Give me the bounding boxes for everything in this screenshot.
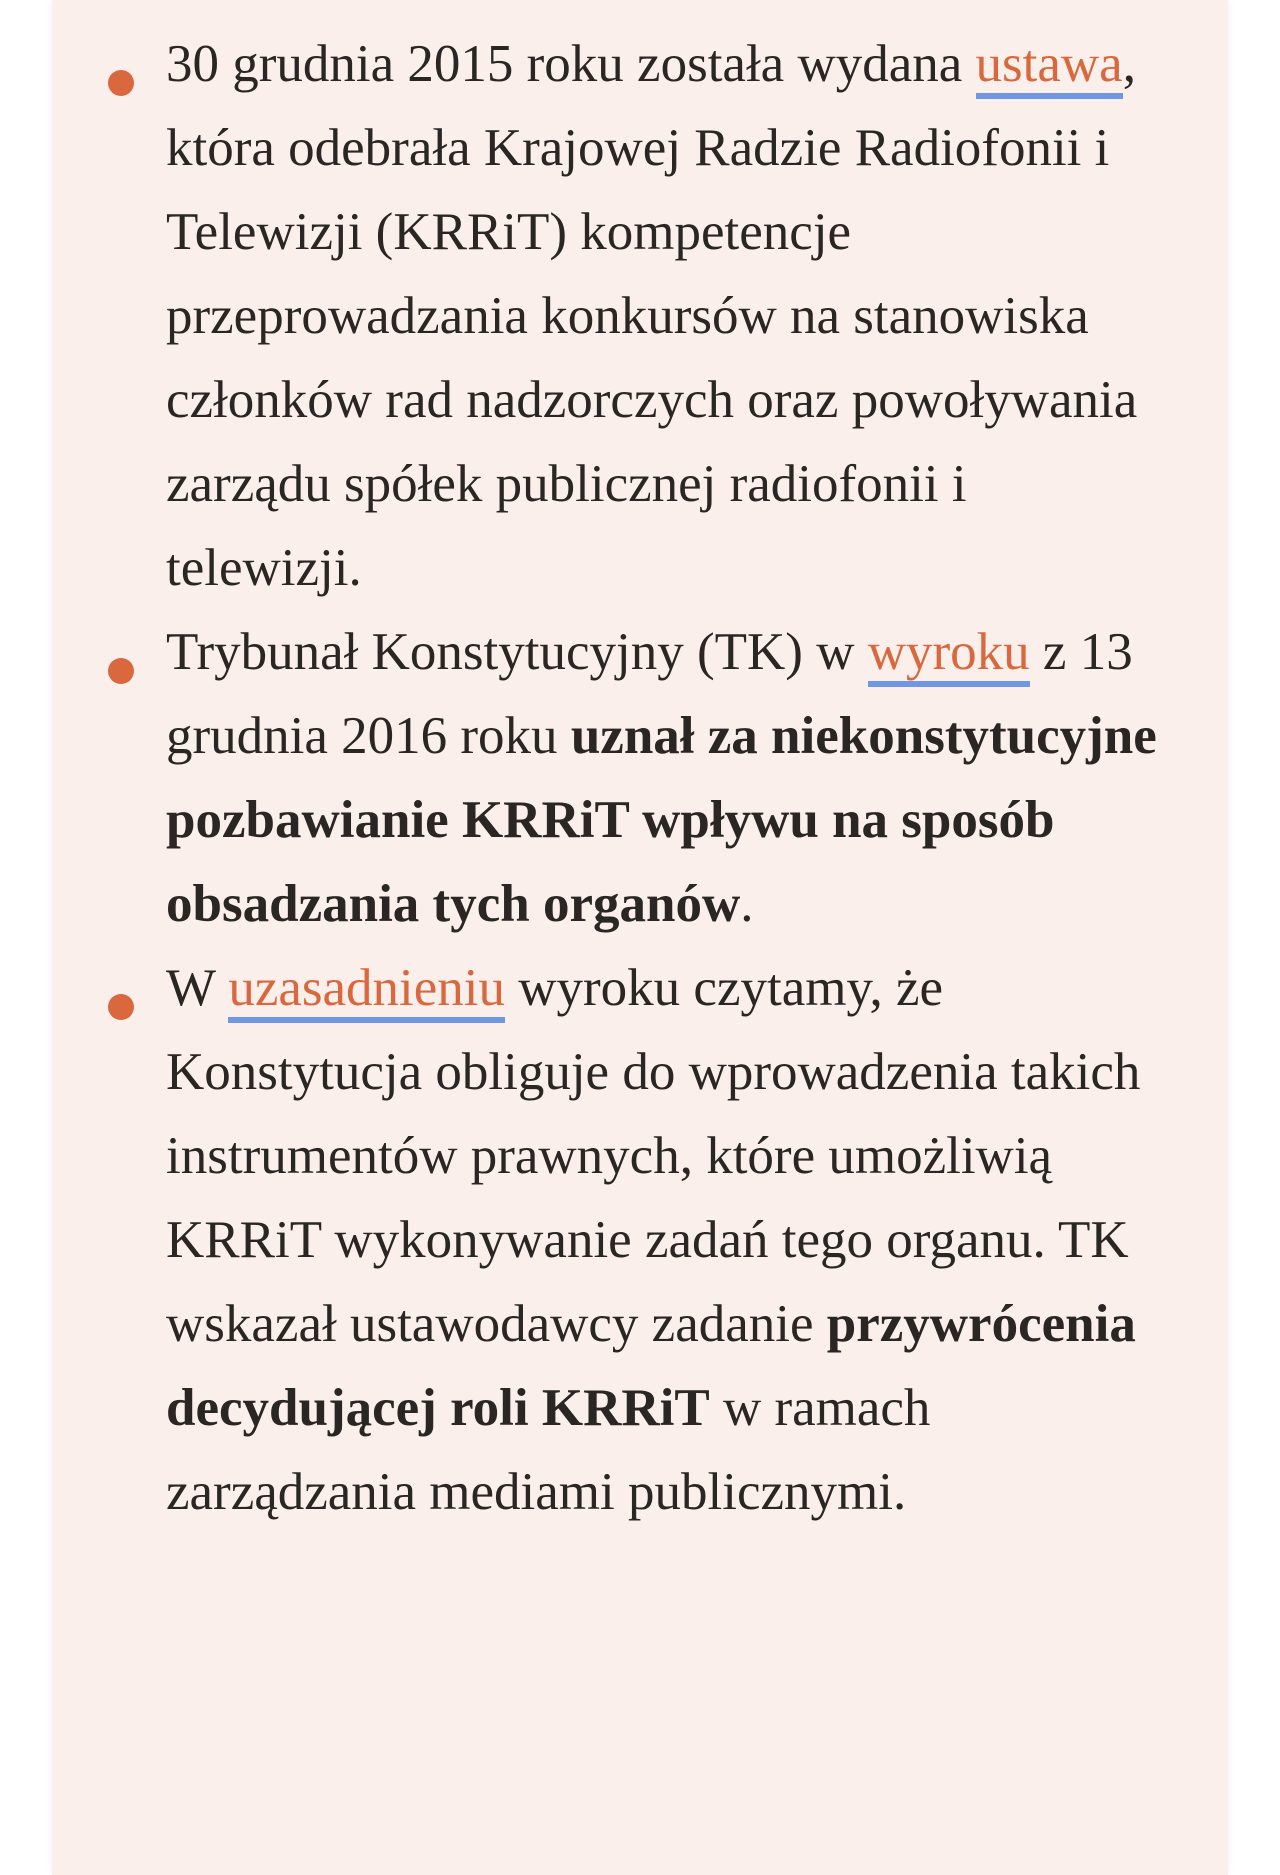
link-ustawa[interactable]: ustawa	[976, 35, 1123, 99]
list-item	[166, 946, 1166, 1534]
list-item	[166, 22, 1166, 610]
item-text-before-link: 30 grudnia 2015 roku została wydana	[166, 35, 976, 93]
item-text-before-link: Trybunał Konstytucyjny (TK) w	[166, 623, 868, 681]
bullet-dot-icon	[108, 994, 134, 1020]
link-uzasadnieniu[interactable]: uzasadnieniu	[228, 959, 505, 1023]
link-wyroku[interactable]: wyroku	[868, 623, 1030, 687]
item-text-after-link: wyroku czytamy, że Konstytucja obliguje do wprowadzenia takich instrumentów prawnych, które umożliwią KRRiT wykonywanie zadań tego organu. TK wskazał ustawodawcy zadanie	[166, 959, 1141, 1353]
list-item	[166, 610, 1166, 946]
item-text-before-link: W	[166, 959, 229, 1017]
item-text-after-link: , która odebrała Krajowej Radzie Radiofonii i Telewizji (KRRiT) kompetencje przeprowadzania konkursów na stanowiska członków rad nadzorczych oraz powoływania zarządu spółek publicznej radiofonii i telewizji.	[166, 35, 1138, 597]
item-text-after-link: z 13 grudnia 2016 roku	[166, 623, 1133, 765]
bullet-dot-icon	[108, 70, 134, 96]
article-card	[52, 0, 1228, 1875]
bullet-dot-icon	[108, 658, 134, 684]
item-text-end: .	[740, 875, 754, 933]
item-text-end: w ramach zarządzania mediami publicznymi.	[166, 1379, 931, 1521]
item-bold-text: przywrócenia decydującej roli KRRiT	[166, 1295, 1136, 1437]
item-bold-text: uznał za niekonstytucyjne pozbawianie KRRiT wpływu na sposób obsadzania tych organów	[166, 707, 1157, 933]
bullet-list	[166, 22, 1166, 1534]
